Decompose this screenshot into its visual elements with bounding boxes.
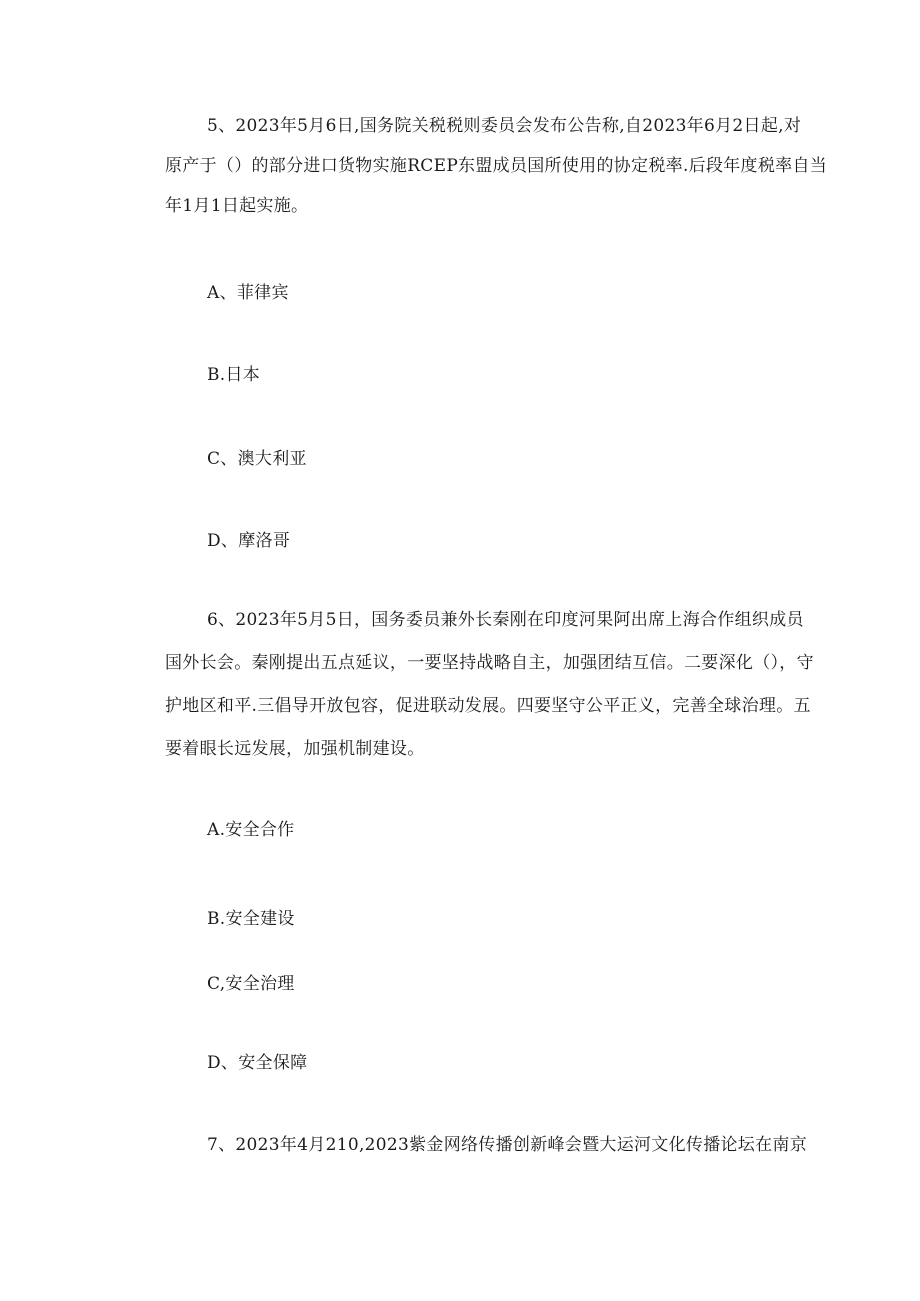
question-6-option-c: C,安全治理: [207, 974, 295, 994]
question-5-text: [207, 106, 801, 146]
question-line: 5、2023年5月6日,国务院关税税则委员会发布公告称,自2023年6月2日起,对: [207, 116, 802, 136]
question-line: 6、2023年5月5日，国务委员兼外长秦刚在印度河果阿出席上海合作组织成员: [207, 610, 804, 630]
question-line: 国外长会。秦刚提出五点延议，一要坚持战略自主，加强团结互信。二要深化（），守: [165, 653, 814, 673]
question-6-text: [207, 600, 804, 640]
question-6-text-cont: [165, 643, 814, 772]
question-line: 原产于（）的部分进口货物实施RCEP东盟成员国所使用的协定税率.后段年度税率自当: [165, 156, 828, 176]
question-line: 7、2023年4月210,2023紫金网络传播创新峰会暨大运河文化传播论坛在南京: [207, 1135, 808, 1155]
question-line: 年1月1日起实施。: [165, 196, 309, 216]
question-7-text: [207, 1125, 807, 1165]
question-5-option-b: B.日本: [207, 365, 261, 385]
question-line: 要着眼长远发展，加强机制建设。: [165, 739, 425, 759]
question-6-option-a: A.安全合作: [207, 820, 295, 840]
question-5-option-d: D、摩洛哥: [207, 531, 291, 551]
question-6-option-d: D、安全保障: [207, 1053, 308, 1073]
question-5-text-cont: [165, 146, 827, 226]
question-6-option-b: B.安全建设: [207, 909, 295, 929]
question-line: 护地区和平.三倡导开放包容，促进联动发展。四要坚守公平正义，完善全球治理。五: [165, 696, 811, 716]
question-5-option-a: A、菲律宾: [207, 283, 289, 303]
question-5-option-c: C、澳大利亚: [207, 449, 307, 469]
